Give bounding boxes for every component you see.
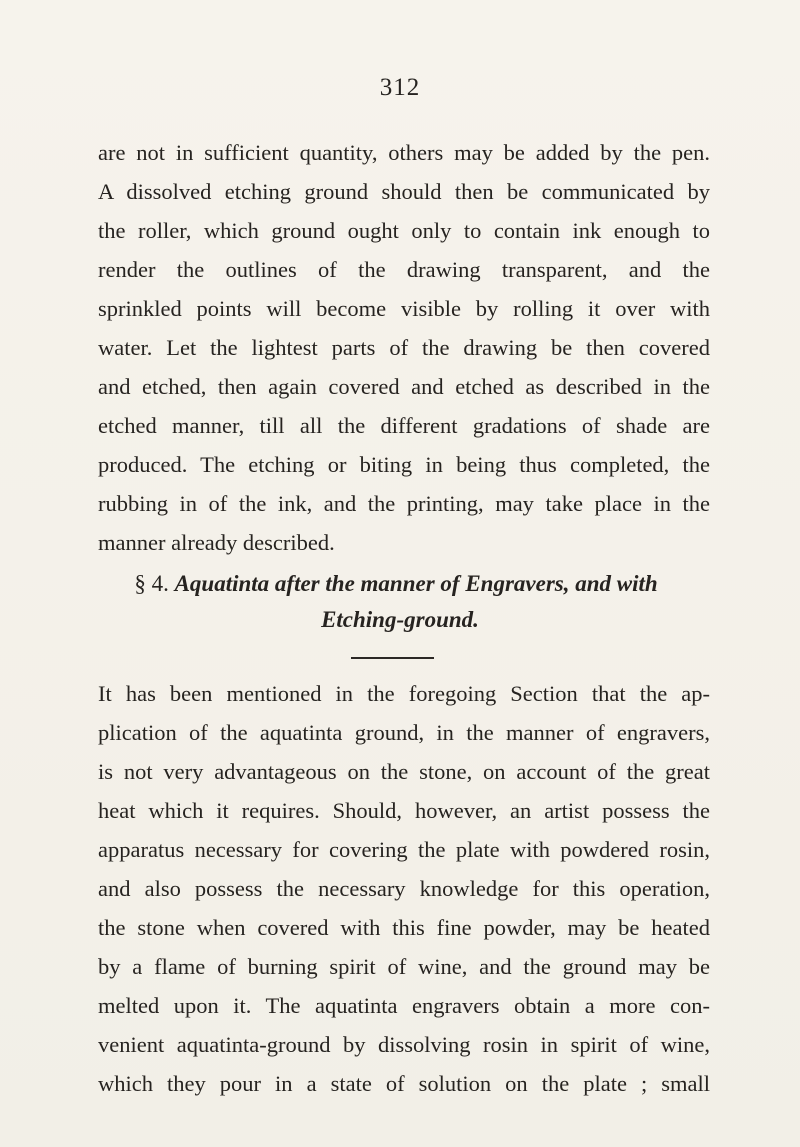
text-line: by a flame of burning spirit of wine, and the ground may be (98, 954, 710, 979)
text-line: are not in sufficient quantity, others may be added by the pen. (98, 140, 710, 165)
page-number: 312 (379, 74, 421, 101)
paragraph-2 (98, 674, 710, 1103)
text-line: apparatus necessary for covering the plate with powdered rosin, (98, 837, 710, 862)
text-line: It has been mentioned in the foregoing Section that the ap- (98, 681, 710, 706)
section-heading-continued (0, 602, 800, 638)
text-line: plication of the aquatinta ground, in the manner of engravers, (98, 720, 710, 745)
section-number: § 4. (134, 571, 169, 596)
text-line: and etched, then again covered and etched as described in the (98, 374, 710, 399)
text-line: render the outlines of the drawing transparent, and the (98, 257, 710, 282)
text-line: manner already described. (98, 530, 335, 555)
text-line: produced. The etching or biting in being thus completed, the (98, 452, 710, 477)
text-line: sprinkled points will become visible by rolling it over with (98, 296, 710, 321)
section-title-line-1: Aquatinta after the manner of Engravers, and with (174, 571, 658, 596)
text-line: water. Let the lightest parts of the drawing be then covered (98, 335, 710, 360)
text-line: melted upon it. The aquatinta engravers obtain a more con- (98, 993, 710, 1018)
text-line: etched manner, till all the different gradations of shade are (98, 413, 710, 438)
section-title-line-2: Etching-ground. (321, 607, 479, 632)
section-heading (0, 566, 800, 602)
text-line: the stone when covered with this fine powder, may be heated (98, 915, 710, 940)
text-line: heat which it requires. Should, however, an artist possess the (98, 798, 710, 823)
text-line: rubbing in of the ink, and the printing, may take place in the (98, 491, 710, 516)
text-line: and also possess the necessary knowledge for this operation, (98, 876, 710, 901)
text-line: venient aquatinta-ground by dissolving rosin in spirit of wine, (98, 1032, 710, 1057)
text-line: A dissolved etching ground should then be communicated by (98, 179, 710, 204)
text-line: the roller, which ground ought only to contain ink enough to (98, 218, 710, 243)
paragraph-1 (98, 133, 710, 562)
text-line: is not very advantageous on the stone, on account of the great (98, 759, 710, 784)
text-line: which they pour in a state of solution on the plate ; small (98, 1071, 710, 1096)
section-divider (351, 657, 434, 659)
